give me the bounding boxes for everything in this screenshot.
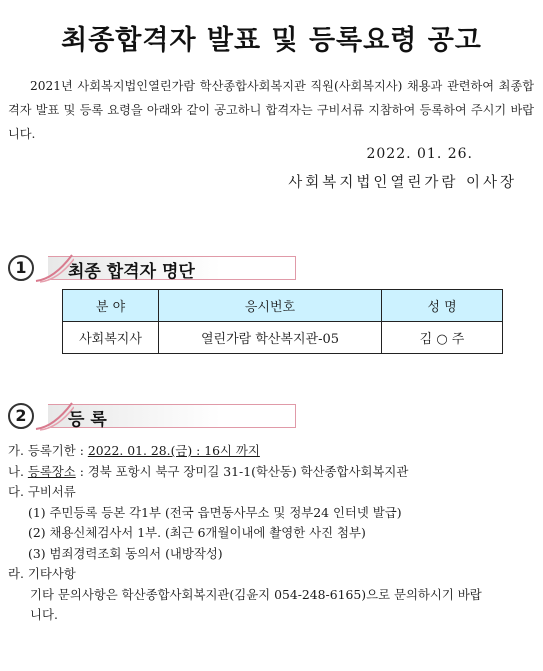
etc-text-line2: 니다. <box>30 607 58 622</box>
section-header-results <box>8 253 298 283</box>
notice-date: 2022. 01. 26. <box>366 146 473 162</box>
deadline-label: 등록기한 <box>27 443 76 458</box>
etc-text-line1: 기타 문의사항은 학산종합사회복지관(김윤지 054-248-6165)으로 문의하시기 바랍 <box>30 586 482 602</box>
registration-list <box>8 441 538 626</box>
section-number: 2 <box>8 403 34 429</box>
cell-name: 김 ○ 주 <box>382 322 503 354</box>
table-row <box>63 322 503 354</box>
list-item-doc3: (3) 범죄경력조회 동의서 (내방작성) <box>28 545 223 561</box>
list-item-docs: 다. 구비서류 <box>8 484 76 499</box>
list-item-etc: 라. 기타사항 <box>8 566 76 581</box>
issuer: 사회복지법인열린가람 이사장 <box>288 175 517 191</box>
list-item-doc1: (1) 주민등록 등본 각1부 (전국 읍면동사무소 및 정부24 인터넷 발급) <box>28 504 402 520</box>
section-number: 1 <box>8 255 34 281</box>
intro-paragraph: 2021년 사회복지법인열린가람 학산종합사회복지관 직원(사회복지사) 채용과 관련하여 최종합격자 발표 및 등록 요령을 아래와 같이 공고하니 합격자는 구비서류 지참하여 등록하여 주시기 바랍니다. <box>8 79 534 141</box>
section-title: 최종 합격자 명단 <box>68 262 195 282</box>
list-item-doc2: (2) 채용신체검사서 1부. (최근 6개월이내에 촬영한 사진 첨부) <box>28 525 366 540</box>
cell-field: 사회복지사 <box>63 322 159 354</box>
header-name: 성 명 <box>382 290 503 322</box>
list-item-place: 나. 등록장소 : 경북 포항시 북구 장미길 31-1(학산동) 학산종합사회복지관 <box>8 463 409 479</box>
header-exam-number: 응시번호 <box>159 290 382 322</box>
place-value: : 경북 포항시 북구 장미길 31-1(학산동) 학산종합사회복지관 <box>75 463 409 479</box>
place-label: 등록장소 <box>27 463 76 479</box>
header-field: 분 야 <box>63 290 159 322</box>
deadline-value: 2022. 01. 28.(금) : 16시 까지 <box>87 443 260 458</box>
results-table <box>62 289 503 354</box>
section-title: 등 록 <box>68 410 107 430</box>
list-item-deadline: 가. 등록기한 : 2022. 01. 28.(금) : 16시 까지 <box>8 443 260 458</box>
cell-exam-number: 열린가람 학산복지관-05 <box>159 322 382 354</box>
page-title: 최종합격자 발표 및 등록요령 공고 <box>61 25 482 56</box>
section-header-registration <box>8 401 298 431</box>
table-header-row <box>63 290 503 322</box>
